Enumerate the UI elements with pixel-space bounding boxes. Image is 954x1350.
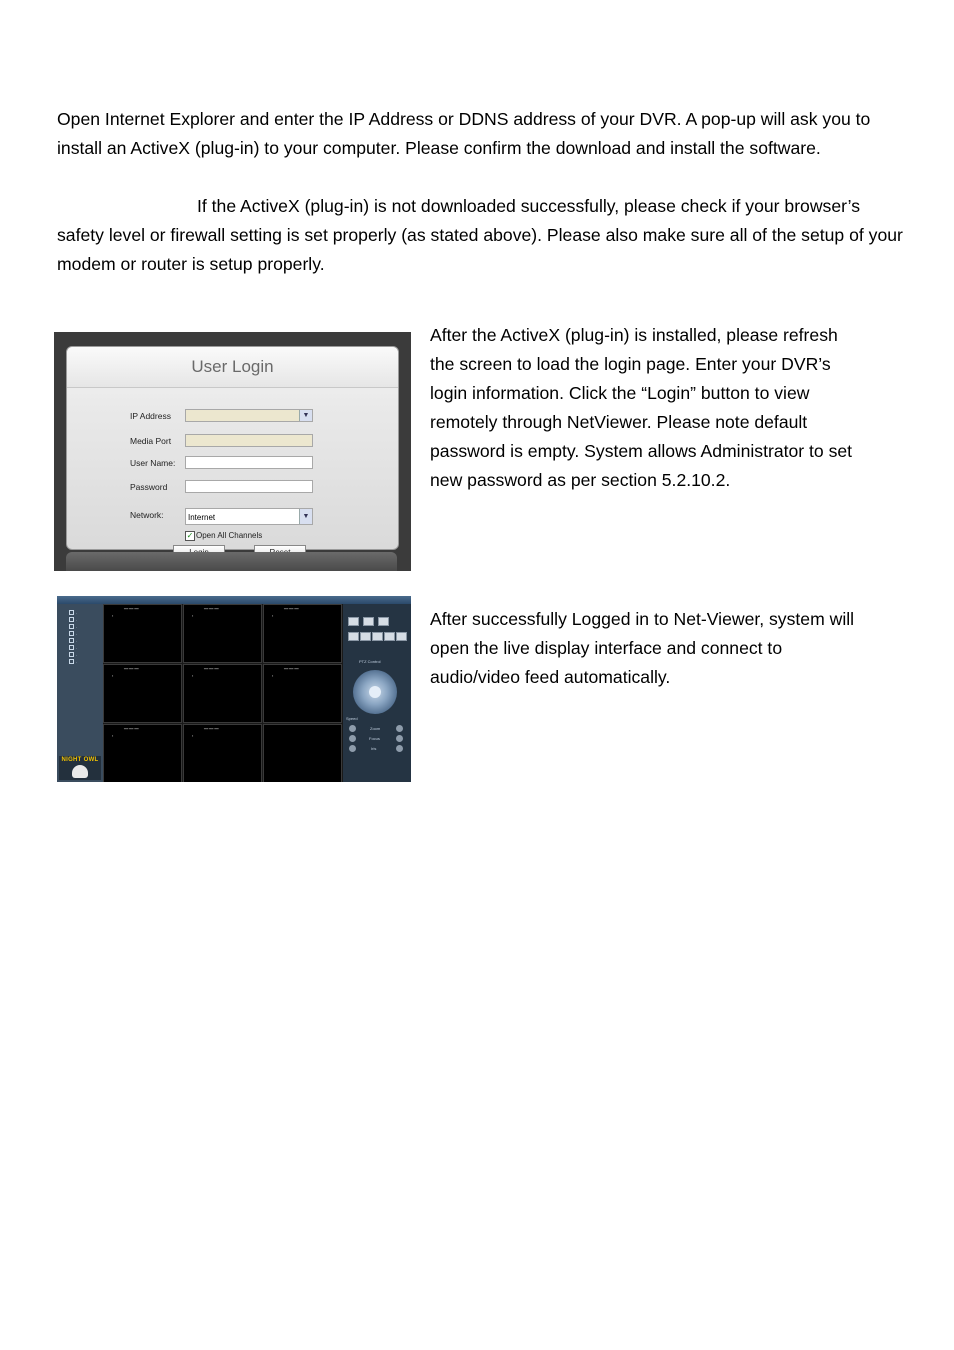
- user-name-label: User Name:: [130, 458, 176, 468]
- login-panel: [66, 346, 399, 550]
- channel-item[interactable]: ·: [69, 631, 77, 637]
- video-cell[interactable]: [263, 724, 342, 782]
- audio-icon[interactable]: [378, 617, 389, 626]
- night-owl-logo: [59, 756, 101, 780]
- live-menu-bar: [57, 596, 411, 604]
- password-label: Password: [130, 482, 168, 492]
- owl-icon: [72, 765, 88, 778]
- media-port-field[interactable]: [185, 434, 313, 447]
- ptz-direction-pad[interactable]: [353, 670, 397, 714]
- ptz-title: PTZ Control: [359, 659, 381, 664]
- layout-4-icon[interactable]: [360, 632, 371, 641]
- channel-item[interactable]: ·: [69, 638, 77, 644]
- focus-label: Focus: [369, 736, 380, 741]
- video-cell[interactable]: ━━ ━━ ━━ ▪: [183, 664, 262, 723]
- channel-item[interactable]: ·: [69, 617, 77, 623]
- video-cell[interactable]: ━━ ━━ ━━ ▪: [263, 604, 342, 663]
- plus-icon[interactable]: [396, 725, 403, 732]
- control-panel: [343, 604, 411, 782]
- login-header: [67, 347, 398, 388]
- channel-item[interactable]: ·: [69, 659, 77, 665]
- ptz-center-button[interactable]: [369, 686, 381, 698]
- minus-icon[interactable]: [349, 735, 356, 742]
- ip-address-label: IP Address: [130, 411, 171, 421]
- speed-label: Speed: [346, 716, 358, 721]
- video-cell[interactable]: ━━ ━━ ━━ ▪: [103, 604, 182, 663]
- user-name-field[interactable]: [185, 456, 313, 469]
- chevron-down-icon[interactable]: ▼: [299, 410, 312, 421]
- login-description: After the ActiveX (plug-in) is installed, please refresh the screen to load the login page. Enter your DVR’s login information. Click the “Login” button to view remotely through NetViewer. Please note default password is empty. System allows Administrator to set new password as per section 5.2.10.2.: [430, 325, 853, 490]
- video-cell[interactable]: ━━ ━━ ━━ ▪: [103, 724, 182, 782]
- snapshot-icon[interactable]: [363, 617, 374, 626]
- channel-item[interactable]: ·: [69, 645, 77, 651]
- ip-address-field[interactable]: [185, 409, 313, 422]
- troubleshoot-paragraph: If the ActiveX (plug-in) is not downloaded successfully, please check if your browser’s safety level or firewall setting is set properly (as stated above). Please also make sure all of the setup of your modem or router is setup properly.: [57, 196, 903, 274]
- login-screenshot: [54, 332, 411, 571]
- minus-icon[interactable]: [349, 745, 356, 752]
- layout-1-icon[interactable]: [348, 632, 359, 641]
- minus-icon[interactable]: [349, 725, 356, 732]
- media-port-label: Media Port: [130, 436, 172, 446]
- video-cell[interactable]: ━━ ━━ ━━ ▪: [183, 604, 262, 663]
- video-cell[interactable]: ━━ ━━ ━━ ▪: [183, 724, 262, 782]
- live-view-description: After successfully Logged in to Net-Viewer, system will open the live display interface and connect to audio/video feed automatically.: [430, 609, 855, 687]
- layout-9-icon[interactable]: [372, 632, 383, 641]
- video-cell[interactable]: ━━ ━━ ━━ ▪: [263, 664, 342, 723]
- intro-paragraph: Open Internet Explorer and enter the IP Address or DDNS address of your DVR. A pop-up will ask you to install an ActiveX (plug-in) to your computer. Please confirm the download and install the software.: [57, 109, 871, 158]
- network-value: Internet: [188, 513, 216, 522]
- zoom-label: Zoom: [370, 726, 381, 731]
- checkmark-icon[interactable]: ✓: [186, 531, 194, 540]
- layout-16-icon[interactable]: [384, 632, 395, 641]
- video-cell[interactable]: ━━ ━━ ━━ ▪: [103, 664, 182, 723]
- login-title: User Login: [191, 357, 274, 376]
- record-icon[interactable]: [348, 617, 359, 626]
- channel-list-panel: [57, 604, 103, 782]
- login-bottom-bar: [66, 552, 397, 571]
- video-grid: [103, 604, 343, 782]
- live-view-screenshot: [57, 596, 411, 782]
- chevron-down-icon[interactable]: ▼: [299, 509, 312, 524]
- plus-icon[interactable]: [396, 735, 403, 742]
- password-field[interactable]: [185, 480, 313, 493]
- open-all-channels-checkbox[interactable]: [185, 531, 262, 541]
- plus-icon[interactable]: [396, 745, 403, 752]
- logo-text: NIGHT OWL: [61, 757, 99, 763]
- network-select[interactable]: [185, 508, 313, 525]
- channel-item[interactable]: ·: [69, 652, 77, 658]
- iris-label: Iris: [371, 746, 377, 751]
- channel-item[interactable]: ·: [69, 610, 77, 616]
- channel-item[interactable]: ·: [69, 624, 77, 630]
- open-all-channels-label: Open All Channels: [196, 531, 263, 541]
- network-label: Network:: [130, 510, 164, 520]
- fullscreen-icon[interactable]: [396, 632, 407, 641]
